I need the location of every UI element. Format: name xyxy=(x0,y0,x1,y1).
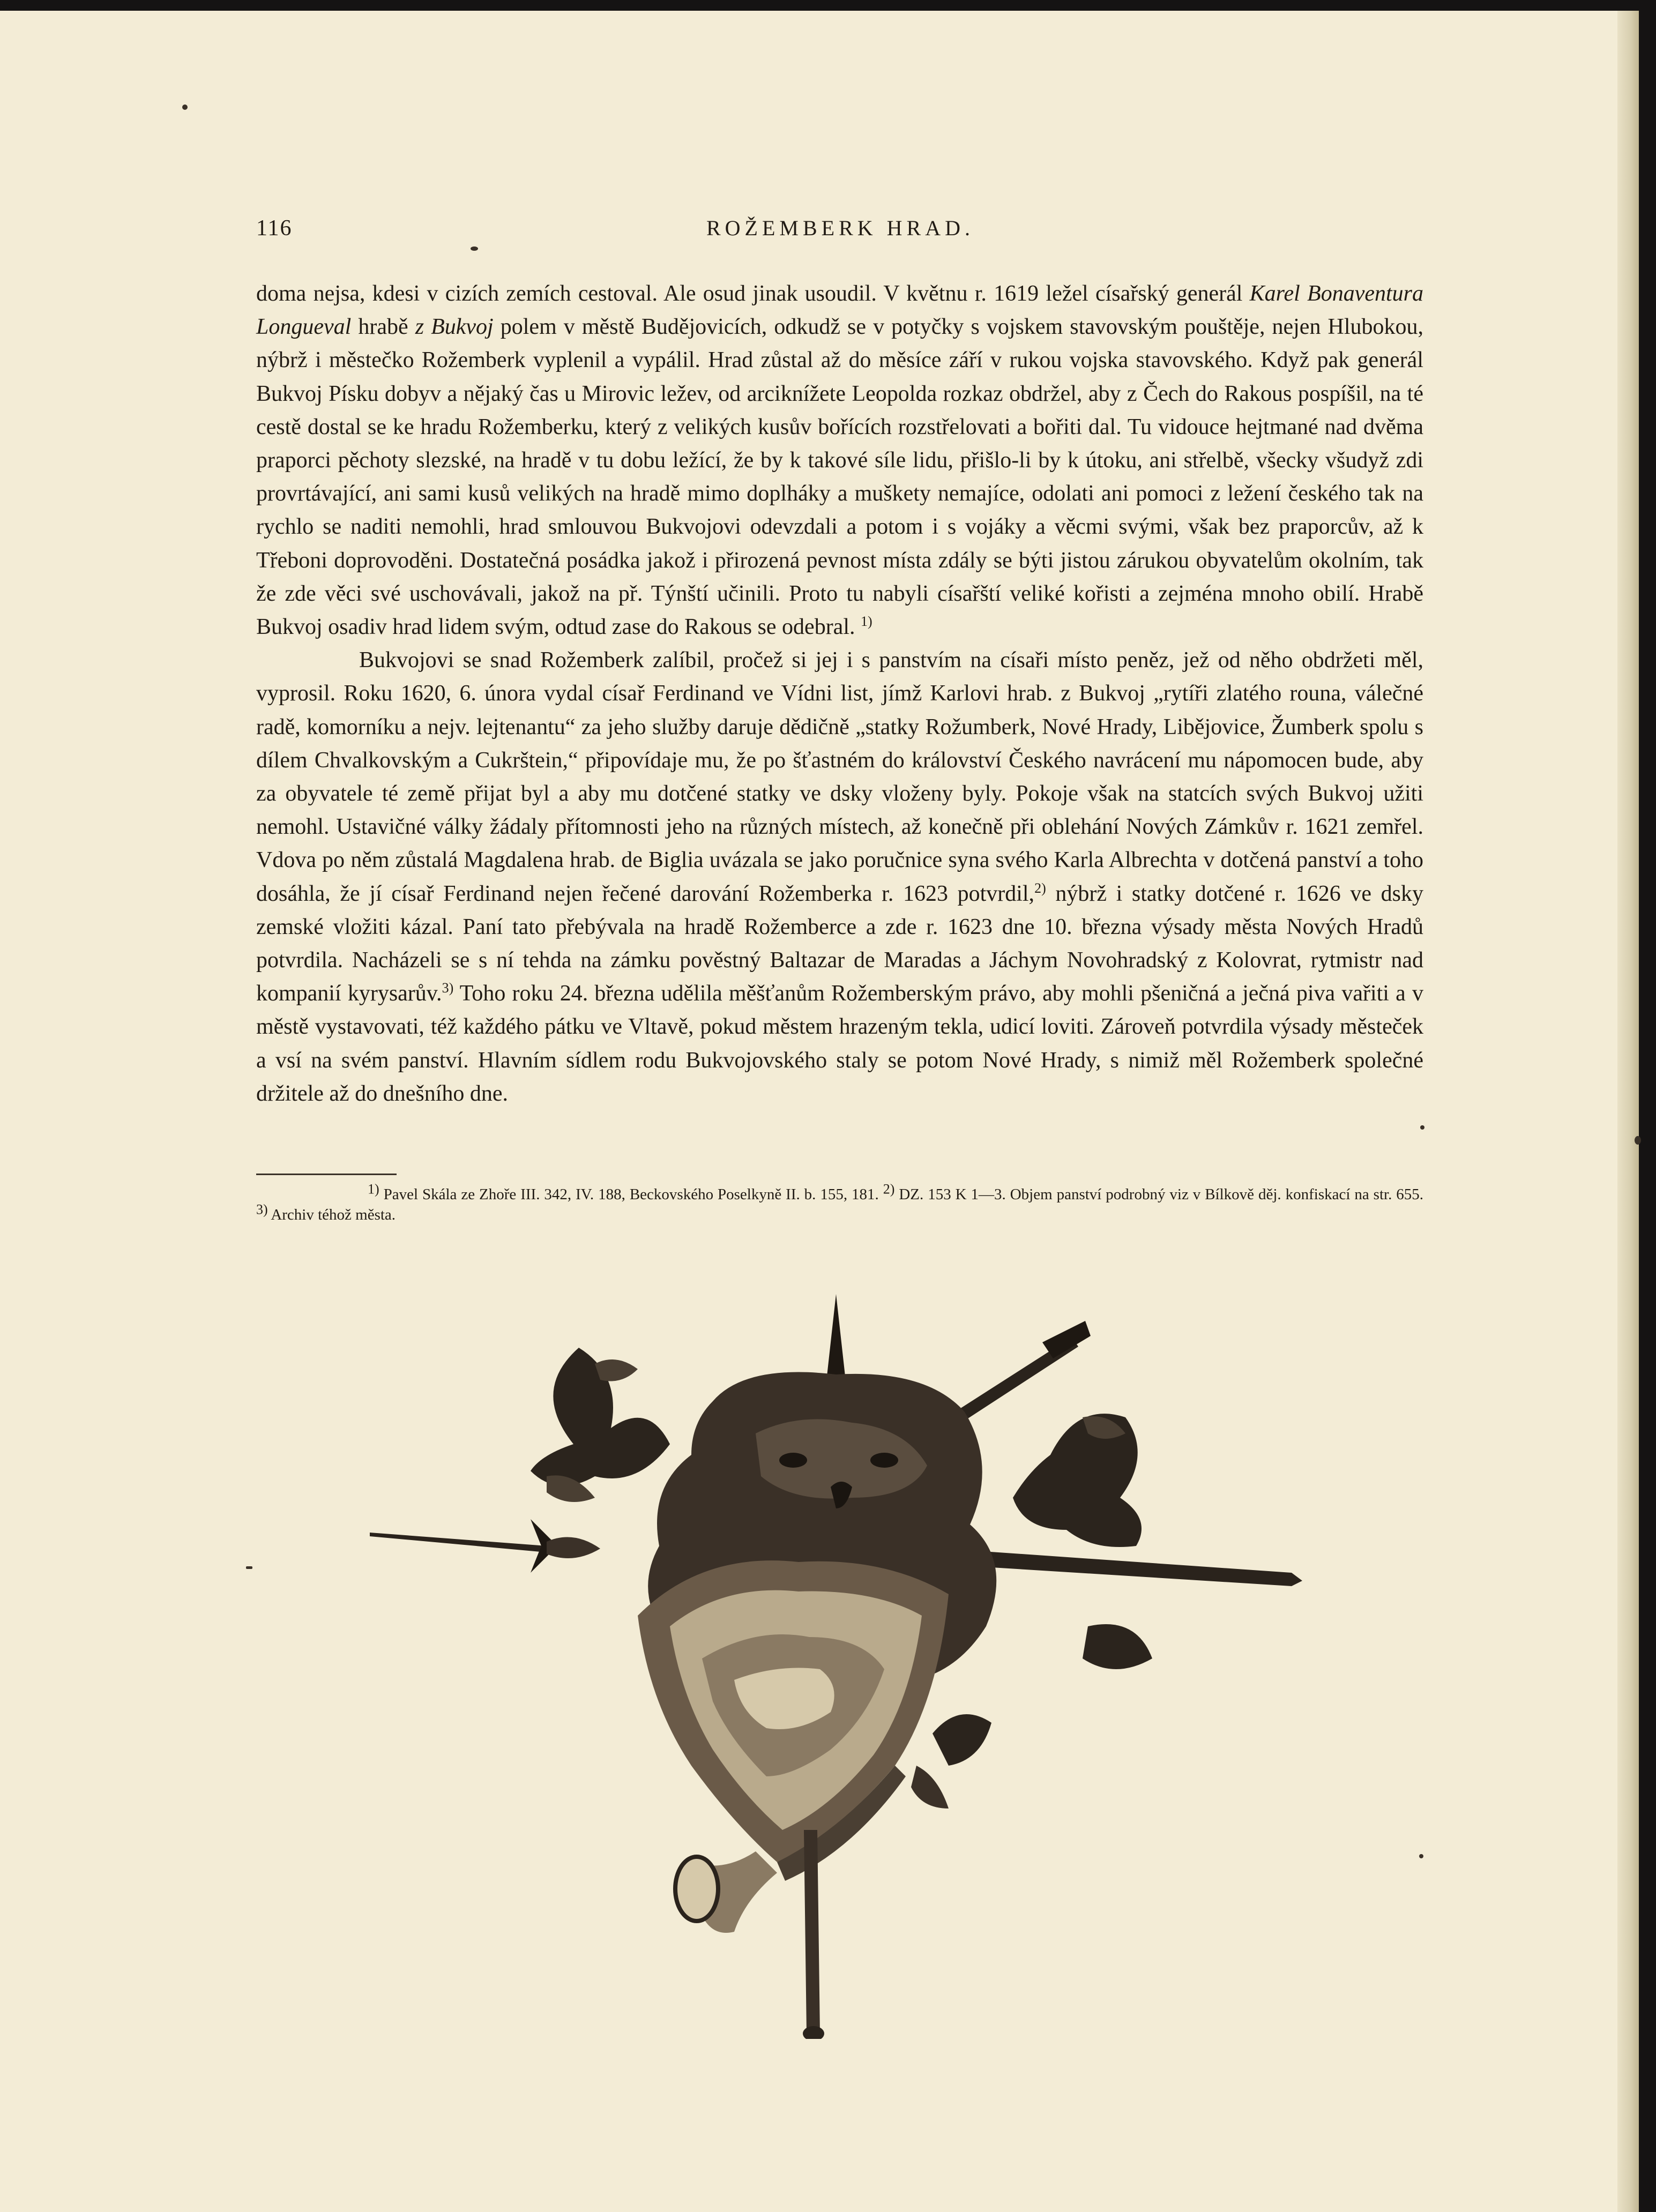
ink-speck xyxy=(1419,1854,1423,1858)
footnote-marker: 2) xyxy=(883,1181,895,1197)
trophy-vignette xyxy=(370,1294,1313,2039)
text-run: Bukvojovi se snad Rožemberk zalíbil, pročež si jej i s panstvím na císaři místo peněz, jež od něho obdržeti měl, vyprosil. Roku 1620, 6. února vydal císař Ferdinand ve Vídni list, jímž Karlovi hrab. z Bukvoj „rytíři zlatého rouna, válečné radě, komorníku a nejv. lejtenantu“ za jeho služby daruje dědičně „statky Rožumberk, Nové Hrady, Libějovice, Žumberk spolu s dílem Chvalkovským a Cukrštein,“ připovídaje mu, že po šťastném do království Českého navrácení mu nápomocen bude, aby za obyvatele té země přijat byl a aby mu dotčené statky ve dsky vloženy byly. Pokoje však na statcích svých Bukvoj užiti nemohl. Ustavičné války žádaly přítomnosti jeho na různých místech, až konečně při oblehání Nových Zámkův r. 1621 zemřel. Vdova po něm zůstalá Magdalena hrab. de Biglia uvázala se jako poručnice syna svého Karla Albrechta v dotčená panství a toho dosáhla, že jí císař Ferdinand nejen řečené darování Rožemberka r. 1623 potvrdil, xyxy=(256,648,1423,906)
italic-name: z Bukvoj xyxy=(415,315,494,340)
italic-name: Karel Bonaventura Longueval xyxy=(256,281,1423,340)
ink-speck xyxy=(1635,1136,1641,1145)
body-text xyxy=(256,277,1423,1110)
ink-speck xyxy=(471,246,478,251)
footnote-marker: 3) xyxy=(442,980,454,996)
text-run: polem v městě Budějovicích, odkudž se v potyčky s vojskem stavovským pouštěje, nejen Hlubokou, nýbrž i městečko Rožemberk vyplenil a vypálil. Hrad zůstal až do měsíce září v rukou vojska stavovského. Když pak generál Bukvoj Písku dobyv a nějaký čas u Mirovic ležev, od arciknížete Leopolda rozkaz obdržel, aby z Čech do Rakous pospíšil, na té cestě dostal se ke hradu Rožemberku, který z velikých kusův bořících rozstřelovati a bořiti dal. Tu vidouce hejtmané nad dvěma praporci pěchoty slezské, na hradě v tu dobu ležící, že by k takové síle lidu, přišlo-li by k útoku, ani střelbě, všecky všudyž zdi provrtávající, ani sami kusů velikých na hradě mimo doplháky a muškety nemajíce, odolati ani pomoci z ležení českého tak na rychlo se naditi nemohli, hrad smlouvou Bukvojovi odevzdali a potom i s vojáky a věcmi svými, však bez praporcův, až k Třeboni doprovoděni. Dostatečná posádka jakož i přirozená pevnost místa zdály se býti jistou zárukou obyvatelům okolním, tak že zde věci své uschovávali, jakož na př. Týnští učinili. Proto tu nabyli císařští veliké kořisti a zejména mnoho obilí. Hrabě Bukvoj osadiv hrad lidem svým, odtud zase do Rakous se odebral. xyxy=(256,315,1423,640)
ink-speck xyxy=(246,1566,252,1569)
ink-speck xyxy=(182,104,188,110)
paragraph-2 xyxy=(256,644,1423,1110)
footnote-marker: 1) xyxy=(861,614,872,630)
ink-speck xyxy=(1420,1125,1424,1130)
text-run: Toho roku 24. března udělila měšťanům Rožemberským právo, aby mohli pšeničná a ječná piva vařiti a v městě vystavovati, též každého pátku ve Vltavě, pokud městem hrazeným tekla, udicí loviti. Zároveň potvrdila výsady městeček a vsí na svém panství. Hlavním sídlem rodu Bukvojovského staly se potom Nové Hrady, s nimiž měl Rožemberk společné držitele až do dnešního dne. xyxy=(256,981,1423,1106)
footnote-run: DZ. 153 K 1—3. Objem panství podrobný viz v Bílkově děj. konfiskací na str. 655. xyxy=(894,1186,1424,1203)
leaves-lower-right xyxy=(911,1714,991,1809)
running-title: ROŽEMBERK HRAD. xyxy=(706,216,975,240)
footnote-marker: 1) xyxy=(368,1181,379,1197)
running-head xyxy=(256,215,1424,253)
page-number: 116 xyxy=(256,216,293,241)
footnote-rule xyxy=(256,1174,397,1175)
horn xyxy=(675,1851,777,1933)
spear-left xyxy=(370,1519,600,1573)
foliage-right xyxy=(1013,1414,1152,1669)
footnote-marker: 2) xyxy=(1034,880,1046,896)
shield xyxy=(638,1560,949,1862)
foliage-left xyxy=(531,1348,670,1502)
footnote-marker: 3) xyxy=(256,1201,268,1217)
text-run: hrabě xyxy=(351,315,415,340)
footnote-text xyxy=(256,1181,1424,1225)
footnotes xyxy=(256,1181,1424,1225)
text-run: nýbrž i statky dotčené r. 1626 ve dsky zemské vložiti kázal. Paní tato přebývala na hradě Rožemberce a zde r. 1623 dne 10. března výsady města Nových Hradů potvrdila. Nacházeli se s ní tehda na zámku pověstný Baltazar de Maradas a Jáchym Novohradský z Kolovrat, rytmistr nad kompanií kyrysarův. xyxy=(256,881,1423,1006)
staff-bottom xyxy=(803,1830,824,2039)
book-page xyxy=(0,11,1639,2212)
footnote-run: Archiv téhož města. xyxy=(267,1206,396,1223)
footnote-run: Pavel Skála ze Zhoře III. 342, IV. 188, Beckovského Poselkyně II. b. 155, 181. xyxy=(379,1186,883,1203)
paragraph-1 xyxy=(256,277,1423,644)
text-run: doma nejsa, kdesi v cizích zemích cestoval. Ale osud jinak usoudil. V květnu r. 1619 ležel císařský generál xyxy=(256,281,1250,306)
page-edge xyxy=(1617,11,1639,2212)
